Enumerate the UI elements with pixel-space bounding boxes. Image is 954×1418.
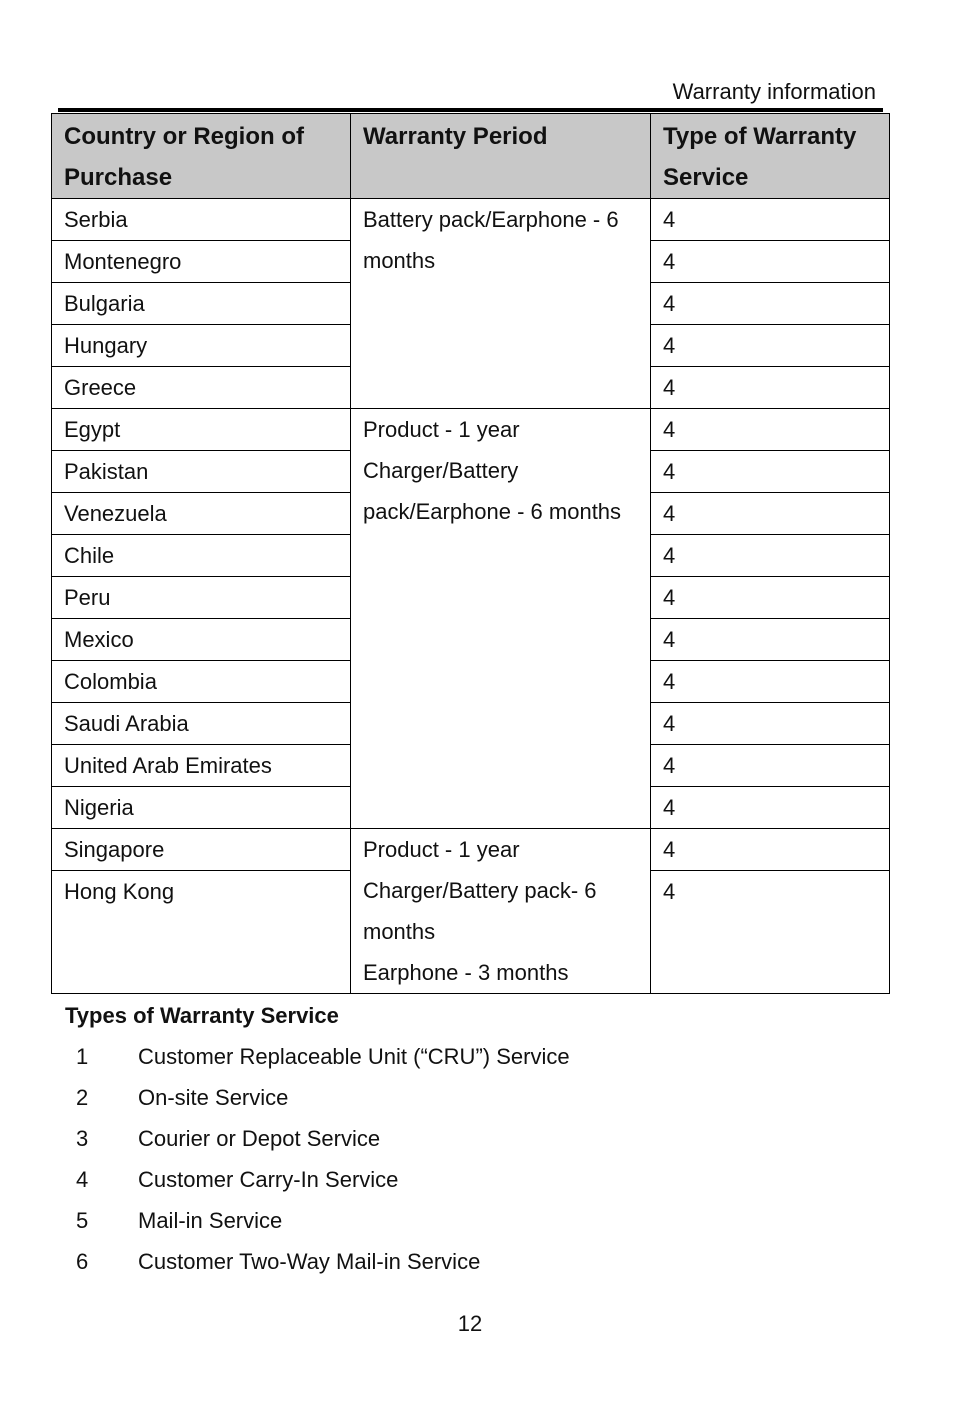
country-cell: Colombia — [52, 661, 351, 703]
type-cell: 4 — [651, 661, 890, 703]
type-cell: 4 — [651, 787, 890, 829]
type-cell: 4 — [651, 367, 890, 409]
column-header-country: Country or Region of Purchase — [52, 114, 351, 199]
item-label: Courier or Depot Service — [138, 1126, 381, 1151]
country-cell: United Arab Emirates — [52, 745, 351, 787]
type-cell: 4 — [651, 325, 890, 367]
country-cell: Saudi Arabia — [52, 703, 351, 745]
type-cell: 4 — [651, 199, 890, 241]
type-cell: 4 — [651, 703, 890, 745]
list-item — [76, 1207, 570, 1248]
country-cell: Hong Kong — [52, 871, 351, 994]
type-cell: 4 — [651, 829, 890, 871]
item-number: 6 — [76, 1249, 89, 1274]
list-item — [76, 1248, 570, 1289]
item-number: 5 — [76, 1208, 89, 1233]
country-cell: Bulgaria — [52, 283, 351, 325]
country-cell: Nigeria — [52, 787, 351, 829]
warranty-table — [51, 113, 890, 994]
type-cell: 4 — [651, 241, 890, 283]
table-row — [52, 199, 890, 241]
country-cell: Peru — [52, 577, 351, 619]
item-number: 1 — [76, 1044, 89, 1069]
country-cell: Singapore — [52, 829, 351, 871]
type-cell: 4 — [651, 409, 890, 451]
column-header-type: Type of Warranty Service — [651, 114, 890, 199]
table-header-row — [52, 114, 890, 199]
type-cell: 4 — [651, 283, 890, 325]
period-line: Charger/Battery pack/Earphone - 6 months — [363, 458, 622, 524]
item-label: Mail-in Service — [138, 1208, 283, 1233]
list-item — [76, 1166, 570, 1207]
country-cell: Venezuela — [52, 493, 351, 535]
item-label: Customer Replaceable Unit (“CRU”) Service — [138, 1044, 570, 1069]
period-line: Battery pack/Earphone - 6 months — [363, 207, 619, 273]
type-cell: 4 — [651, 577, 890, 619]
page-number: 12 — [457, 1311, 483, 1336]
type-cell: 4 — [651, 871, 890, 994]
item-label: Customer Two-Way Mail-in Service — [138, 1249, 481, 1274]
column-header-period: Warranty Period — [351, 114, 651, 199]
item-label: Customer Carry-In Service — [138, 1167, 399, 1192]
country-cell: Hungary — [52, 325, 351, 367]
list-item — [76, 1125, 570, 1166]
list-item — [76, 1043, 570, 1084]
running-header: Warranty information — [672, 79, 876, 104]
warranty-period-cell — [351, 199, 651, 409]
type-cell: 4 — [651, 535, 890, 577]
item-label: On-site Service — [138, 1085, 289, 1110]
period-line: Charger/Battery pack- 6 months — [363, 878, 597, 944]
period-line: Earphone - 3 months — [363, 960, 569, 985]
header-rule — [58, 108, 883, 112]
type-cell: 4 — [651, 619, 890, 661]
country-cell: Greece — [52, 367, 351, 409]
country-cell: Egypt — [52, 409, 351, 451]
warranty-period-cell — [351, 409, 651, 829]
types-of-service-list — [76, 1043, 570, 1289]
country-cell: Montenegro — [52, 241, 351, 283]
item-number: 3 — [76, 1126, 89, 1151]
list-item — [76, 1084, 570, 1125]
type-cell: 4 — [651, 451, 890, 493]
type-cell: 4 — [651, 493, 890, 535]
period-line: Product - 1 year — [363, 417, 520, 442]
period-line: Product - 1 year — [363, 837, 520, 862]
item-number: 2 — [76, 1085, 89, 1110]
warranty-period-cell — [351, 829, 651, 994]
country-cell: Pakistan — [52, 451, 351, 493]
item-number: 4 — [76, 1167, 89, 1192]
table-row — [52, 409, 890, 451]
table-row — [52, 829, 890, 871]
country-cell: Serbia — [52, 199, 351, 241]
country-cell: Mexico — [52, 619, 351, 661]
type-cell: 4 — [651, 745, 890, 787]
types-of-service-title: Types of Warranty Service — [65, 1003, 339, 1028]
country-cell: Chile — [52, 535, 351, 577]
